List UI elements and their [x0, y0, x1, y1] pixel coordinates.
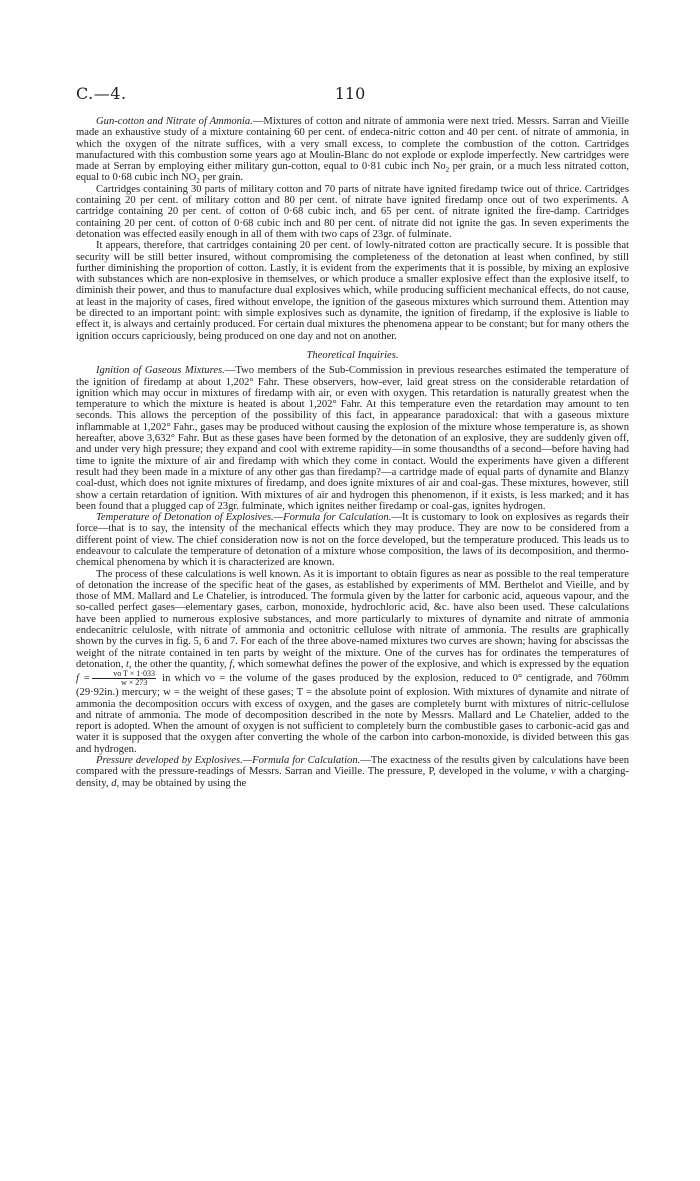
paragraph-conclusions: It appears, therefore, that cartridges containing 20 per cent. of lowly-nitrated cotton are practically secure. It is possible that security will be still better insured, without compromising the completeness of the detonation at least when confined, by still further diminishing the proportion of cotton. Lastly, it is evident from the experiments that it is possible, by mixing an explosive with substances which are non-explosive in themselves, or which produce a smaller explosive effect than the explosive itself, to diminish their power, and thus to manufacture dual explosives which, while producing sufficient mechanical effects, do not cause, at least in the majority of cases, fired without envelope, the ignition of the gaseous mixtures which surround them. Attention may be directed to an important point: with simple explosives such as dynamite, the ignition of firedamp, if the explosive is liable to effect it, is always and certainly produced. For certain dual mixtures the phenomena appear to be constant; but for many others the ignition occurs capriciously, being produced on one day and not on another.: [76, 240, 629, 342]
page-number: 110: [334, 84, 366, 103]
heading-pressure: Pressure developed by Explosives.—Formula for Calculation.: [96, 755, 361, 767]
equation-numerator: vo T × 1·033: [92, 670, 156, 679]
equation-denominator: w × 273: [120, 678, 148, 688]
equation-fraction: [92, 670, 156, 687]
page-body: [76, 116, 629, 789]
paragraph-cartridges: Cartridges containing 30 parts of military cotton and 70 parts of nitrate have ignited firedamp twice out of thrice. Cartridges containing 20 per cent. of military cotton and 80 per cent. of nitrate have ignited firedamp once out of two experiments. A cartridge containing 20 per cent. of cotton of 0·68 cubic inch, and 65 per cent. of nitrate ignited the fire-damp. Cartridges containing 20 per cent. of cotton of 0·68 cubic inch and 80 per cent. of nitrate did not ignite the gas. In seven experiments the detonation was effected easily enough in all of them with two caps of 23gr. of fulminate.: [76, 183, 629, 240]
document-code: C.—4.: [76, 84, 127, 103]
heading-temperature: Temperature of Detonation of Explosives.—Formula for Calculation.: [96, 512, 392, 524]
paragraph-temperature-calc: The process of these calculations is well known. As it is important to obtain figures as near as possible to the real temperature of detonation the increase of the specific heat of the gases, as established by experiments of MM. Berthelot and Vieille, and by those of MM. Mallard and Le Chatelier, is introduced. The formula given by the latter for carbonic acid, aqueous vapour, and the so-called perfect gases—elementary gases, carbon, monoxide, hydrochloric acid, &c. have also been used. These calculations have been applied to numerous explosive substances, and more particularly to mixtures of dynamite and nitrate of ammonia endecanitric celulosle, with nitrate of ammonia and octonitric cellulose with nitrate of ammonia. The results are graphically shown by the curves in fig. 5, 6 and 7. For each of the three above-named mixtures two curves are shown; having for abscissas the weight of the nitrate contained in ten parts by weight of the mixture. One of the curves has for ordinates the temperatures of detonation, t, the other the quantity, f, which somewhat defines the power of the explosive, and which is expressed by the equation f = $\frac{\text{vo T × 1·033}}{w \times 273}$ in which vo = the volume of the gases produced by the explosion, reduced to 0° centigrade, and 760mm (29·92in.) mercury; w = the weight of these gases; T = the absolute point of explosion. With mixtures of dynamite and nitrate of ammonia the decomposition occurs with excess of oxygen, and the gases are completely burnt with mixtures of nitric-cellulose and nitrate of ammonia. The mode of decomposition described in the note by Messrs. Mallard and Le Chatelier, added to the report is adopted. When the amount of oxygen is not sufficient to completely burn the combustible gases to carbonic-acid gas and water it is supposed that the oxygen after converting the whole of the carbon into carbon-monoxide, is divided between this gas and hydrogen.: [76, 568, 629, 755]
section-title: Theoretical Inquiries.: [306, 349, 399, 361]
page-header: [76, 84, 624, 106]
heading-guncotton: Gun-cotton and Nitrate of Ammonia.: [96, 116, 253, 127]
paragraph-ignition: Ignition of Gaseous Mixtures.—Two members of the Sub-Commission in previous researches estimated the temperature of the ignition of firedamp at about 1,202° Fahr. These observers, how-ever, laid great stress on the considerable retardation of ignition which may occur in mixtures of firedamp with air, or even with oxygen. This retardation is naturally greatest when the temperature to which the mixture is heated is about 1,202° Fahr. At this temperature even the retardation may amount to ten seconds. This allows the perception of the possibility of this fact, in appearance paradoxical: that with a gaseous mixture inflammable at 1,202° Fahr., gases may be produced without causing the explosion of the mixture whose temperature is, as shown hereafter, above 3,632° Fahr. But as these gases have been formed by the detonation of an explosive, they are suddenly given off, and under very high pressure; they expand and cool with extreme rapidity—in some thousandths of a second—before having had time to ignite the mixture of air and firedamp with which they come in contact. Would the experiments have given a different result had they been made in a mixture of any other gas than firedamp?—a cartridge made of equal parts of dynamite and Blanzy coal-dust, which does not ignite mixtures of firedamp, and does ignite mixtures of air and coal-gas. These mixtures, however, still show a certain retardation of ignition. With mixtures of air and hydrogen this phenomenon, if it exists, is less marked; and it has been found that a plugged cap of 23gr. fulminate, which ignites neither firedamp or coal-gas, ignites hydrogen.: [76, 365, 629, 512]
paragraph-pressure: Pressure developed by Explosives.—Formula for Calculation.—The exactness of the results given by calculations have been compared with the pressure-readings of Messrs. Sarran and Vieille. The pressure, P, developed in the volume, v with a charging-density, d, may be obtained by using the: [76, 755, 629, 789]
paragraph-guncotton-intro: Gun-cotton and Nitrate of Ammonia.—Mixtures of cotton and nitrate of ammonia were next tried. Messrs. Sarran and Vieille made an exhaustive study of a mixture containing 60 per cent. of endeca-nitric cotton and 40 per cent. of nitrate of ammonia, in which the oxygen of the nitrate suffices, with a very small excess, to complete the combustion of the cotton. Cartridges manufactured with this combustion some years ago at Moulin-Blanc do not explode or explode imperfectly. New cartridges were made at Serran by employing either military gun-cotton, equal to 0·81 cubic inch $No_2$ per grain, or a much less nitrated cotton, equal to 0·68 cubic inch $NO_2$ per grain.: [76, 116, 629, 186]
heading-ignition: Ignition of Gaseous Mixtures.: [96, 365, 225, 377]
paragraph-temperature-intro: Temperature of Detonation of Explosives.—Formula for Calculation.—It is customary to look on explosives as regards their force—that is to say, the intensity of the mechanical effects which they may produce. They are now to be considered from a different point of view. The chief consideration now is not on the force developed, but the temperature produced. This leads us to endeavour to calculate the temperature of detonation of a mixture whose composition, the laws of its decomposition, and thermo-chemical phenomena by which it is characterized are known.: [76, 512, 629, 569]
equation-lhs: f =: [76, 673, 91, 685]
